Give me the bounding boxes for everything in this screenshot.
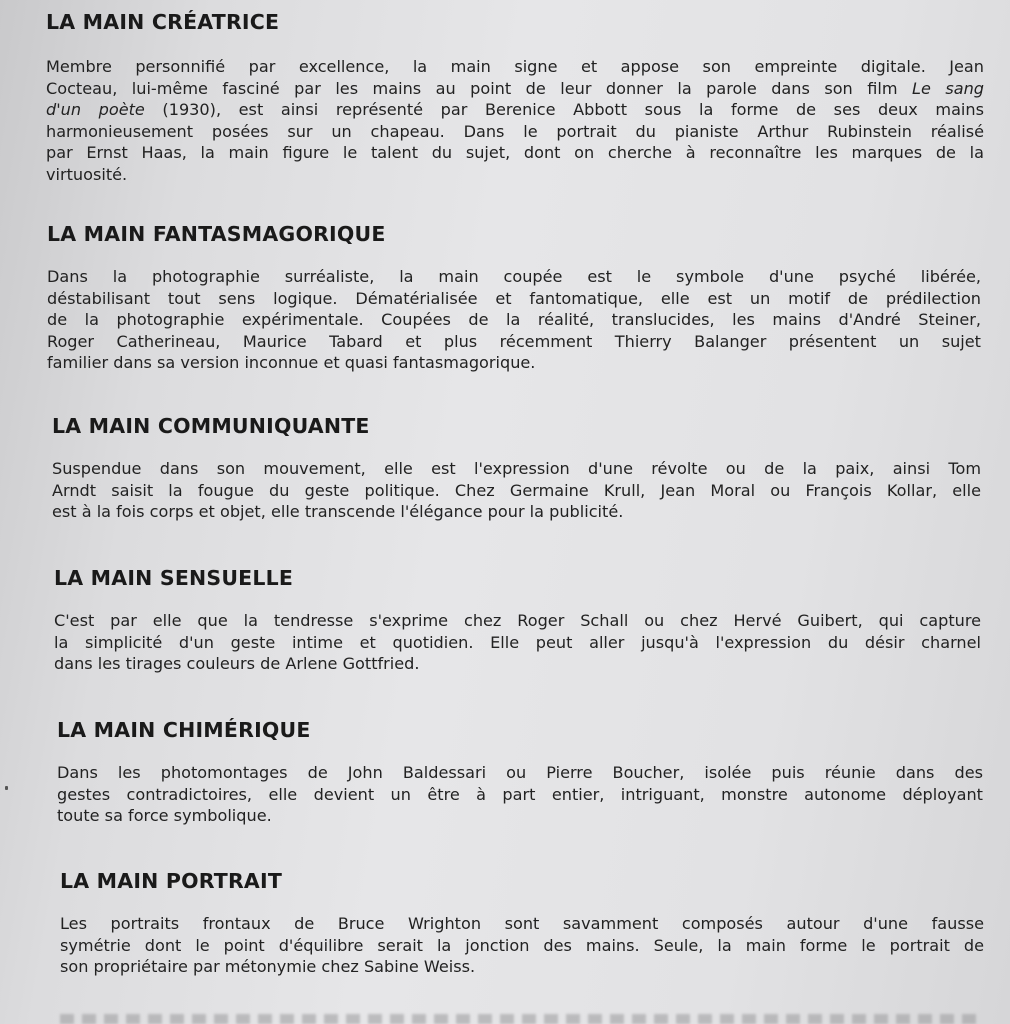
body-line: Les portraits frontaux de Bruce Wrighton sont savamment composés autour d'une fausse [60, 914, 984, 933]
section-title: LA MAIN CHIMÉRIQUE [57, 718, 311, 742]
body-line-text: Cocteau, lui-même fasciné par les mains au point de leur donner la parole dans son film [46, 78, 898, 98]
body-line: dans les tirages couleurs de Arlene Gottfried. [54, 654, 420, 674]
body-line [46, 99, 984, 121]
film-title-part1: Le sang [911, 78, 984, 98]
body-line-text: (1930), est ainsi représenté par Berenice Abbott sous la forme de ses deux mains [144, 100, 984, 120]
section-communiquante [52, 414, 981, 523]
body-line: familier dans sa version inconnue et quasi fantasmagorique. [47, 353, 536, 373]
section-body [54, 610, 981, 675]
section-title: LA MAIN FANTASMAGORIQUE [47, 222, 386, 246]
section-body [46, 56, 984, 186]
body-line: Roger Catherineau, Maurice Tabard et plus récemment Thierry Balanger présentent un sujet [47, 331, 981, 351]
body-line: la simplicité d'un geste intime et quotidien. Elle peut aller jusqu'à l'expression du désir charnel [54, 632, 981, 652]
body-line: son propriétaire par métonymie chez Sabine Weiss. [60, 957, 476, 977]
body-line: symétrie dont le point d'équilibre serait la jonction des mains. Seule, la main forme le portrait de [60, 935, 984, 955]
section-title: LA MAIN COMMUNIQUANTE [52, 414, 370, 438]
section-body [47, 266, 981, 374]
body-line: déstabilisant tout sens logique. Dématérialisée et fantomatique, elle est un motif de prédilection [47, 288, 981, 308]
body-line: est à la fois corps et objet, elle transcende l'élégance pour la publicité. [52, 502, 624, 522]
section-title: LA MAIN CRÉATRICE [46, 10, 280, 34]
section-title: LA MAIN SENSUELLE [54, 566, 294, 590]
body-line: harmonieusement posées sur un chapeau. Dans le portrait du pianiste Arthur Rubinstein réalisé [46, 121, 984, 141]
body-line: Dans la photographie surréaliste, la main coupée est le symbole d'une psyché libérée, [47, 267, 981, 286]
film-title-part2: d'un poète [46, 100, 145, 120]
body-line: C'est par elle que la tendresse s'exprime chez Roger Schall ou chez Hervé Guibert, qui capture [54, 611, 981, 630]
section-creatrice [46, 10, 984, 186]
section-body [52, 458, 981, 523]
body-line: Membre personnifié par excellence, la main signe et appose son empreinte digitale. Jean [46, 57, 984, 76]
cut-off-text-line [60, 1014, 980, 1024]
section-sensuelle [54, 566, 981, 675]
body-line: Arndt saisit la fougue du geste politique. Chez Germaine Krull, Jean Moral ou François Kollar, elle [52, 480, 981, 500]
section-chimerique [57, 718, 983, 827]
section-body [60, 913, 984, 978]
body-line: Dans les photomontages de John Baldessari ou Pierre Boucher, isolée puis réunie dans des [57, 763, 983, 782]
section-fantasmagorique [47, 222, 981, 374]
body-line [46, 78, 984, 100]
body-line: gestes contradictoires, elle devient un être à part entier, intriguant, monstre autonome déployant [57, 784, 983, 804]
body-line: virtuosité. [46, 164, 128, 184]
paper-speck [5, 786, 8, 790]
body-line: par Ernst Haas, la main figure le talent du sujet, dont on cherche à reconnaître les marques de la [46, 143, 984, 163]
section-body [57, 762, 983, 827]
body-line: Suspendue dans son mouvement, elle est l'expression d'une révolte ou de la paix, ainsi Tom [52, 459, 981, 478]
body-line: de la photographie expérimentale. Coupées de la réalité, translucides, les mains d'André Steiner, [47, 310, 981, 330]
body-line: toute sa force symbolique. [57, 806, 272, 826]
section-title: LA MAIN PORTRAIT [60, 869, 283, 893]
section-portrait [60, 869, 984, 978]
